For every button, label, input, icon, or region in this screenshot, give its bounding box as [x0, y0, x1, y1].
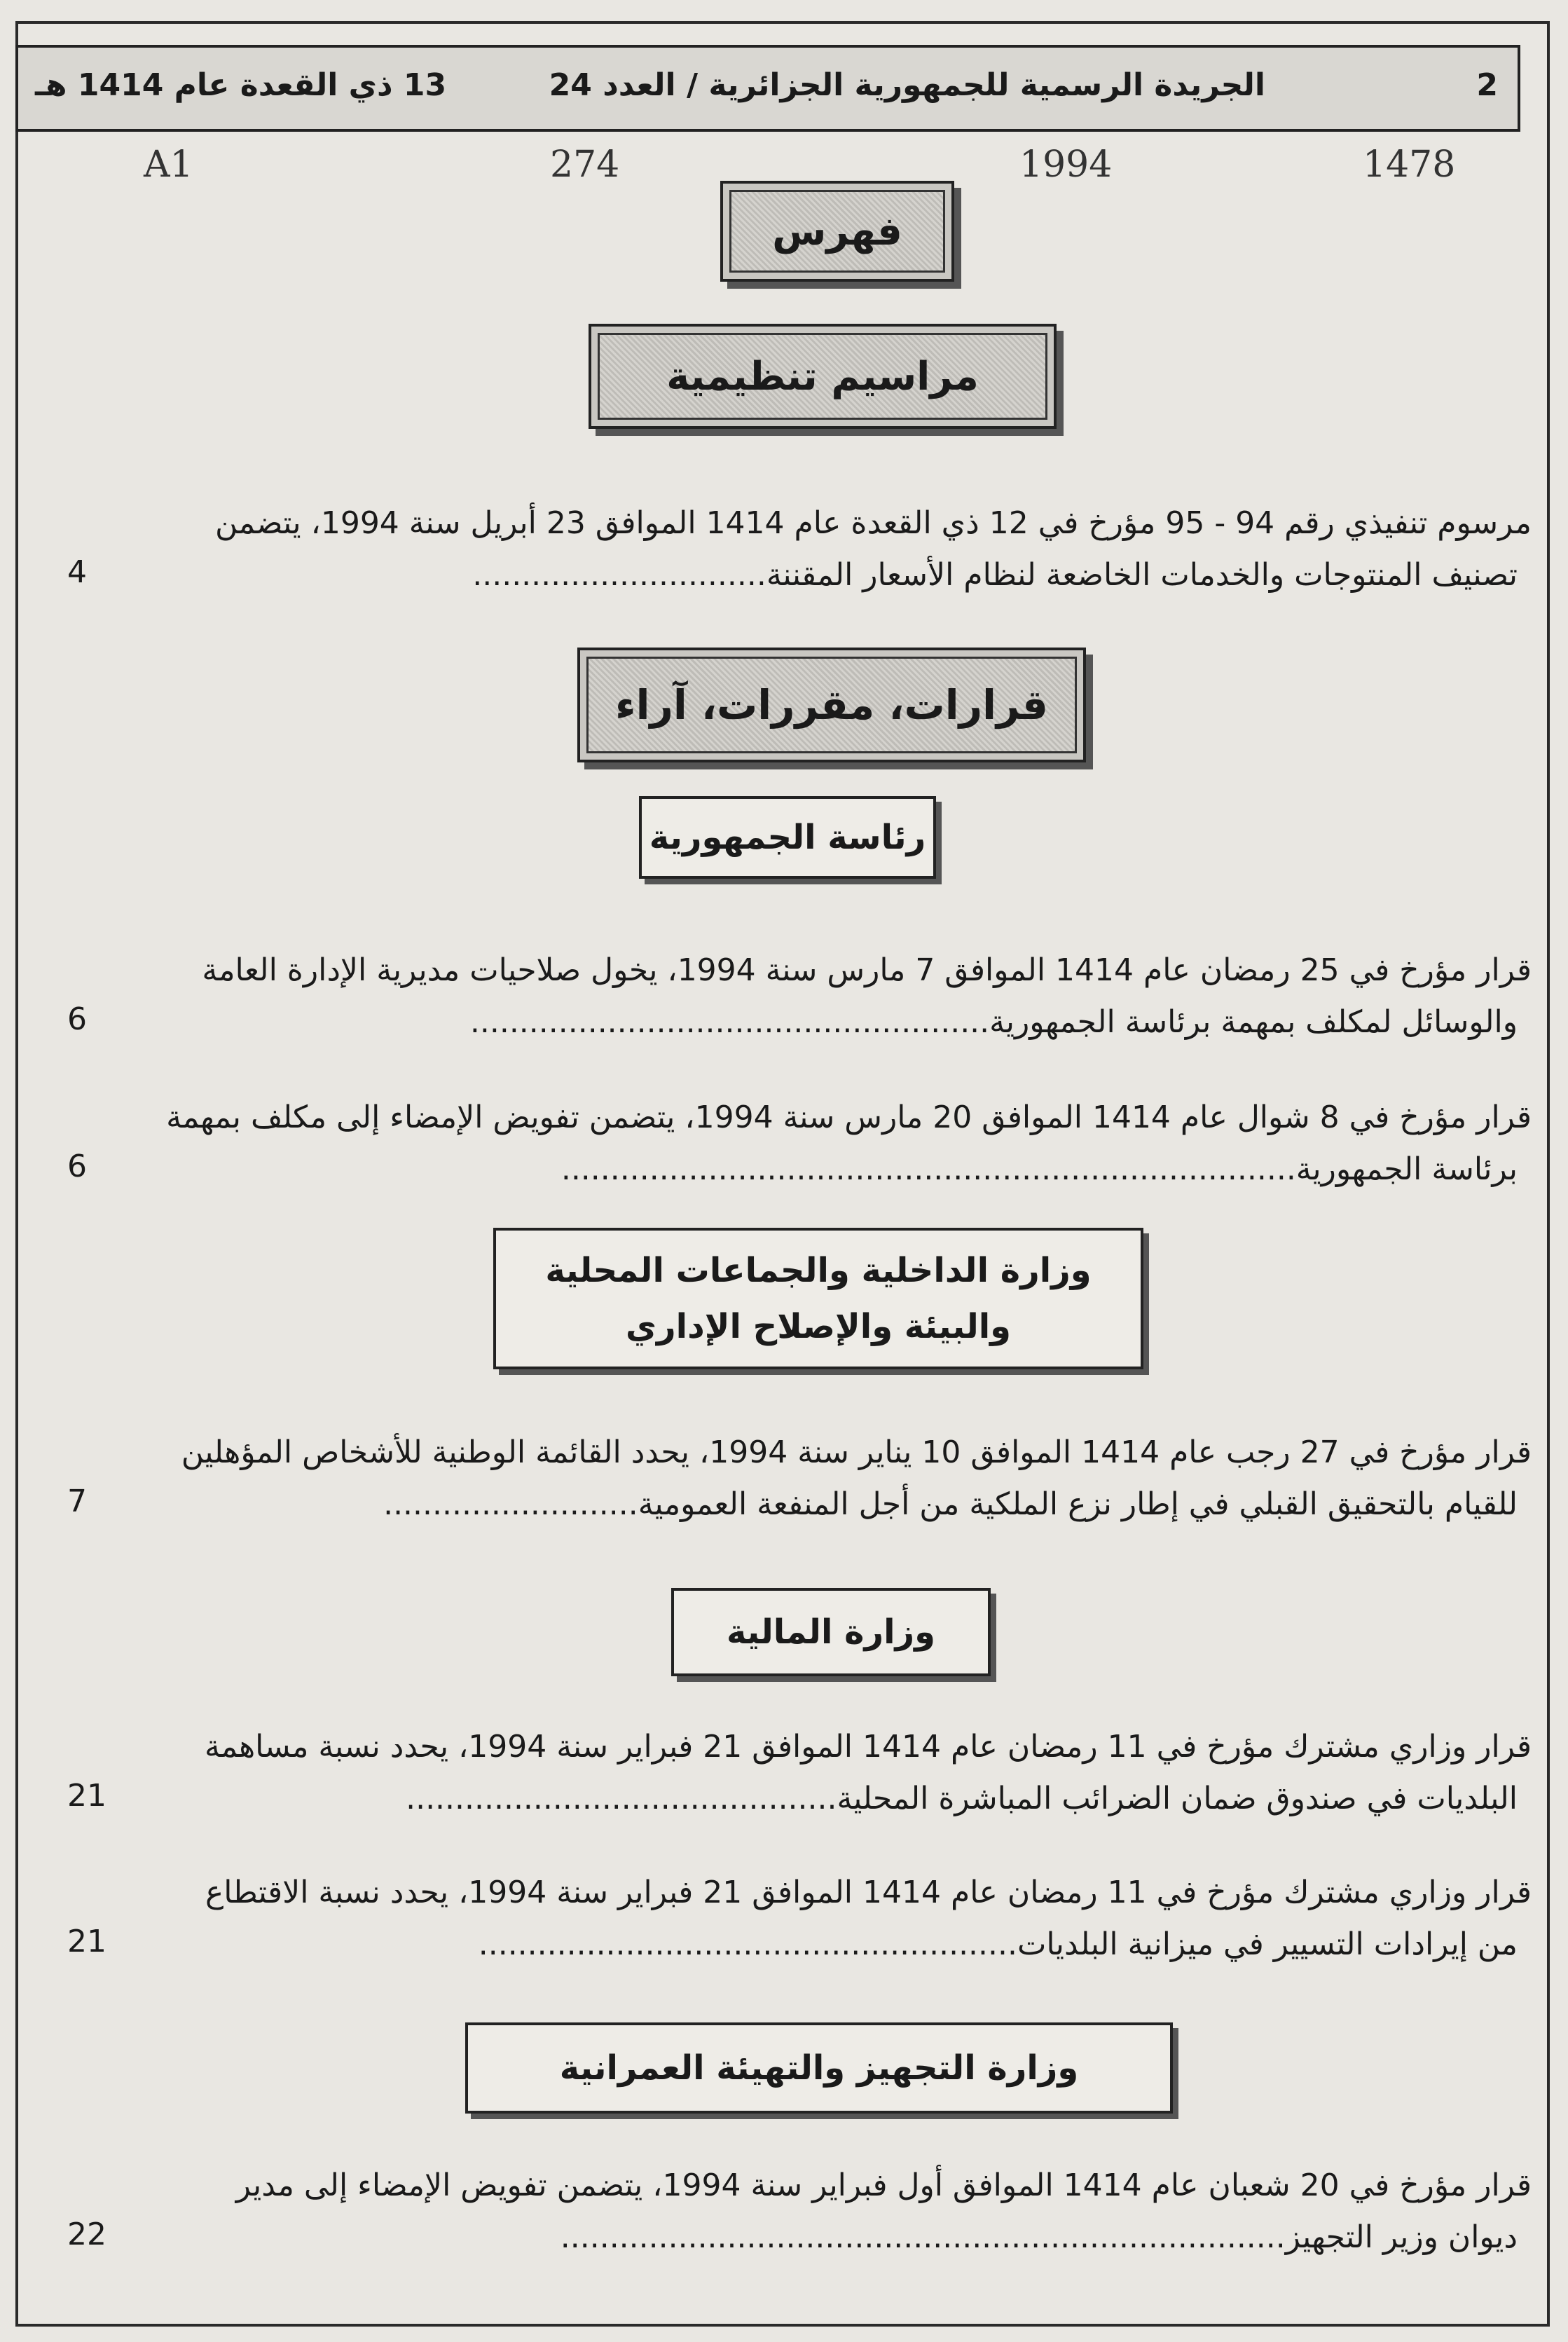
toc-entry[interactable] — [67, 2160, 1532, 2264]
toc-entry[interactable] — [67, 1721, 1532, 1825]
index-title-box — [720, 181, 954, 282]
entry-line2: البلديات في صندوق ضمان الضرائب المباشرة المحلية............................................ — [406, 1781, 1518, 1816]
entry-line2: من إيرادات التسيير في ميزانية البلديات....................................................... — [478, 1926, 1518, 1962]
section-equipment: وزارة التجهيز والتهيئة العمرانية — [559, 2048, 1079, 2088]
entry-line2: تصنيف المنتوجات والخدمات الخاضعة لنظام الأسعار المقننة.............................. — [472, 557, 1518, 593]
entry-page-number: 22 — [67, 2217, 106, 2252]
gazette-title: الجريدة الرسمية للجمهورية الجزائرية / العدد 24 — [549, 67, 1265, 103]
issue-date: 13 ذي القعدة عام 1414 هـ — [35, 67, 447, 103]
entry-page-number: 21 — [67, 1924, 106, 1959]
section-interior-line2: والبيئة والإصلاح الإداري — [626, 1307, 1011, 1346]
section-decrees: مراسيم تنظيمية — [666, 353, 979, 399]
section-decisions: قرارات، مقررات، آراء — [614, 681, 1049, 729]
entry-line2: والوسائل لمكلف بمهمة برئاسة الجمهورية..................................................... — [469, 1004, 1518, 1040]
section-equipment-box — [465, 2022, 1173, 2114]
toc-entry[interactable] — [67, 1867, 1532, 1971]
entry-line1: قرار وزاري مشترك مؤرخ في 11 رمضان عام 1414 الموافق 21 فبراير سنة 1994، يحدد نسبة الاقتطاع — [205, 1875, 1532, 1910]
toc-entry[interactable] — [67, 1427, 1532, 1530]
entry-line1: قرار مؤرخ في 8 شوال عام 1414 الموافق 20 مارس سنة 1994، يتضمن تفويض الإمضاء إلى مكلف بمهمة — [166, 1100, 1532, 1135]
handwritten-note-right: 1478 — [1363, 144, 1456, 186]
page-header — [15, 45, 1520, 132]
section-decrees-box — [589, 324, 1057, 429]
index-title: فهرس — [772, 208, 902, 254]
entry-line1: قرار مؤرخ في 27 رجب عام 1414 الموافق 10 يناير سنة 1994، يحدد القائمة الوطنية للأشخاص المؤهلين — [181, 1434, 1532, 1470]
handwritten-note-left: A1 — [144, 144, 193, 186]
entry-line1: مرسوم تنفيذي رقم 94 - 95 مؤرخ في 12 ذي القعدة عام 1414 الموافق 23 أبريل سنة 1994، يتضمن — [215, 505, 1532, 541]
entry-line1: قرار مؤرخ في 25 رمضان عام 1414 الموافق 7 مارس سنة 1994، يخول صلاحيات مديرية الإدارة العامة — [202, 952, 1532, 988]
page-number: 2 — [1476, 67, 1498, 103]
section-decisions-box — [577, 648, 1086, 762]
section-presidency: رئاسة الجمهورية — [649, 818, 926, 857]
section-finance: وزارة المالية — [727, 1612, 936, 1652]
toc-entry[interactable] — [67, 945, 1532, 1048]
section-interior-line1: وزارة الداخلية والجماعات المحلية — [545, 1251, 1092, 1290]
handwritten-note-mid-left: 274 — [550, 144, 620, 186]
toc-entry[interactable] — [67, 498, 1532, 601]
entry-page-number: 4 — [67, 554, 87, 590]
toc-entry[interactable] — [67, 1092, 1532, 1196]
entry-line1: قرار وزاري مشترك مؤرخ في 11 رمضان عام 1414 الموافق 21 فبراير سنة 1994، يحدد نسبة مساهمة — [204, 1729, 1532, 1765]
section-interior-box — [493, 1228, 1143, 1369]
handwritten-note-mid-right: 1994 — [1019, 144, 1113, 186]
entry-line1: قرار مؤرخ في 20 شعبان عام 1414 الموافق أول فبراير سنة 1994، يتضمن تفويض الإمضاء إلى مدير — [235, 2168, 1532, 2203]
entry-page-number: 6 — [67, 1149, 87, 1184]
entry-line2: برئاسة الجمهورية........................................................................... — [561, 1151, 1518, 1187]
entry-line2: ديوان وزير التجهيز.......................................................................... — [560, 2219, 1518, 2255]
entry-page-number: 7 — [67, 1484, 87, 1519]
entry-page-number: 21 — [67, 1778, 106, 1814]
section-presidency-box — [639, 796, 936, 879]
entry-line2: للقيام بالتحقيق القبلي في إطار نزع الملكية من أجل المنفعة العمومية.......................... — [383, 1486, 1518, 1522]
entry-page-number: 6 — [67, 1001, 87, 1037]
section-finance-box — [671, 1588, 991, 1676]
